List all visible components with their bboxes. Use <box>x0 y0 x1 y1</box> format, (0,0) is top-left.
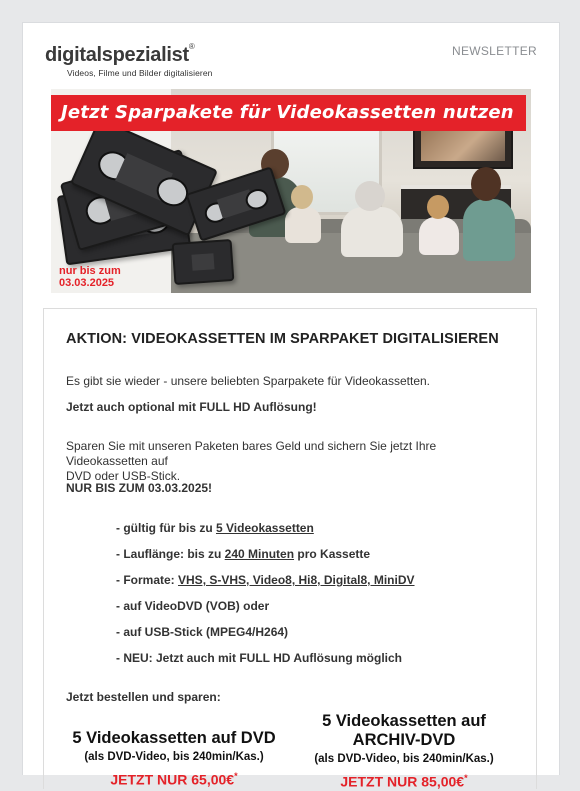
banner-deadline-label: nur bis zum <box>59 265 121 277</box>
logo-text: digitalspezialist <box>45 44 189 66</box>
person-mother <box>471 167 501 201</box>
bullet-duration: - Lauflänge: bis zu 240 Minuten pro Kassette <box>116 547 371 561</box>
logo-tagline: Videos, Filme und Bilder digitalisieren <box>67 68 213 78</box>
content-box <box>43 308 537 789</box>
offer-title: 5 Videokassetten auf ARCHIV-DVD <box>322 712 486 749</box>
logo-wordmark <box>45 44 212 67</box>
bullet-formats: - Formate: VHS, S-VHS, Video8, Hi8, Digital8, MiniDV <box>116 573 415 587</box>
bullet-fullhd: - NEU: Jetzt auch mit FULL HD Auflösung möglich <box>116 651 402 665</box>
offer-dvd[interactable] <box>54 729 294 789</box>
savings-text <box>66 439 516 484</box>
bullet-cassettes: - gültig für bis zu 5 Videokassetten <box>116 521 314 535</box>
offer-subtitle: (als DVD-Video, bis 240min/Kas.) <box>314 753 494 765</box>
newsletter-link[interactable]: NEWSLETTER <box>451 44 537 58</box>
offer-archiv-dvd[interactable] <box>294 712 514 791</box>
bullet-usb: - auf USB-Stick (MPEG4/H264) <box>116 625 289 639</box>
promo-banner[interactable] <box>51 89 531 293</box>
banner-headline: Jetzt Sparpakete für Videokassetten nutzen <box>51 95 526 131</box>
offer-title: 5 Videokassetten auf DVD <box>72 729 276 747</box>
section-title: AKTION: VIDEOKASSETTEN IM SPARPAKET DIGITALISIEREN <box>66 331 499 347</box>
offer-price: JETZT NUR 85,00€* <box>340 773 468 790</box>
formats-link[interactable]: VHS, S-VHS, Video8, Hi8, Digital8, MiniDV <box>178 573 415 587</box>
minidv-tape-icon <box>172 239 235 285</box>
logo[interactable] <box>45 44 212 78</box>
logo-registered-mark: ® <box>188 42 195 51</box>
person-grandfather <box>355 181 385 211</box>
order-now-text: Jetzt bestellen und sparen: <box>66 690 221 704</box>
banner-deadline <box>59 265 121 289</box>
savings-text-line: DVD oder USB-Stick. <box>66 469 181 483</box>
banner-deadline-date: 03.03.2025 <box>59 277 115 289</box>
fullhd-note: Jetzt auch optional mit FULL HD Auflösung! <box>66 400 317 414</box>
cassettes-link[interactable]: 5 Videokassetten <box>215 521 314 535</box>
deadline-text: NUR BIS ZUM 03.03.2025! <box>66 481 213 495</box>
bullet-videodvd: - auf VideoDVD (VOB) oder <box>116 599 270 613</box>
newsletter-page <box>22 22 560 790</box>
person-child <box>291 185 313 209</box>
person-girl <box>427 195 449 219</box>
duration-link[interactable]: 240 Minuten <box>224 547 295 561</box>
intro-text: Es gibt sie wieder - unsere beliebten Sparpakete für Videokassetten. <box>66 374 430 388</box>
offer-subtitle: (als DVD-Video, bis 240min/Kas.) <box>84 751 264 763</box>
offer-price: JETZT NUR 65,00€* <box>110 771 238 788</box>
savings-text-line: Sparen Sie mit unseren Paketen bares Geld und sichern Sie jetzt Ihre Videokassetten auf <box>66 439 437 468</box>
